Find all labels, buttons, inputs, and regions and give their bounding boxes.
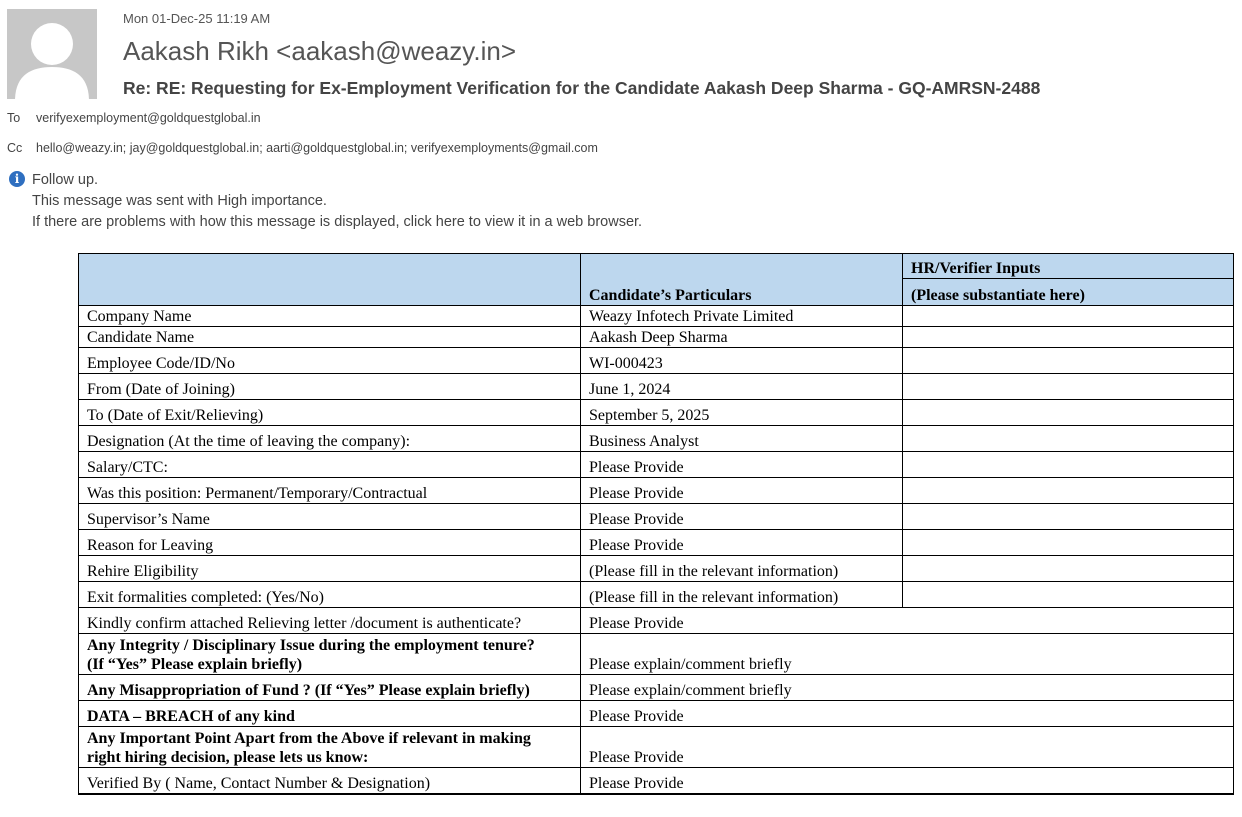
table-row [79, 327, 1234, 348]
to-recipients[interactable]: verifyexemployment@goldquestglobal.in [36, 111, 261, 125]
table-row [79, 530, 1234, 556]
row-value: (Please fill in the relevant information) [581, 582, 903, 608]
row-hr-input[interactable] [903, 452, 1234, 478]
row-value: September 5, 2025 [581, 400, 903, 426]
table-header-row [79, 254, 1234, 279]
row-value: Please Provide [581, 608, 1234, 634]
row-label: Exit formalities completed: (Yes/No) [79, 582, 581, 608]
to-row [7, 111, 261, 125]
row-label: Candidate Name [79, 327, 581, 348]
table-row [79, 348, 1234, 374]
row-label: Salary/CTC: [79, 452, 581, 478]
email-subject: Re: RE: Requesting for Ex-Employment Verification for the Candidate Aakash Deep Sharma - GQ-AMRSN-2488 [123, 78, 1041, 98]
row-label: Employee Code/ID/No [79, 348, 581, 374]
table-row [79, 701, 1234, 727]
row-label: DATA – BREACH of any kind [79, 701, 581, 727]
table-row [79, 634, 1234, 675]
row-label: Any Misappropriation of Fund ? (If “Yes” Please explain briefly) [79, 675, 581, 701]
row-label: To (Date of Exit/Relieving) [79, 400, 581, 426]
row-value: Please explain/comment briefly [581, 675, 1234, 701]
row-label: Rehire Eligibility [79, 556, 581, 582]
row-value: Aakash Deep Sharma [581, 327, 903, 348]
row-hr-input[interactable] [903, 530, 1234, 556]
table-row [79, 478, 1234, 504]
info-icon: i [9, 171, 25, 187]
row-value: Please Provide [581, 478, 903, 504]
sender-avatar [7, 9, 97, 99]
row-hr-input[interactable] [903, 400, 1234, 426]
table-row [79, 452, 1234, 478]
table-row [79, 504, 1234, 530]
row-hr-input[interactable] [903, 374, 1234, 400]
header-hr-substantiate: (Please substantiate here) [903, 279, 1234, 306]
table-row [79, 727, 1234, 768]
cc-row [7, 141, 598, 155]
row-value: WI-000423 [581, 348, 903, 374]
row-value: Please Provide [581, 701, 1234, 727]
row-label-line: (If “Yes” Please explain briefly) [87, 656, 303, 673]
row-value: Please Provide [581, 768, 1234, 795]
row-label [79, 727, 581, 768]
row-label: Kindly confirm attached Relieving letter /document is authenticate? [79, 608, 581, 634]
row-label: Reason for Leaving [79, 530, 581, 556]
row-value: (Please fill in the relevant information) [581, 556, 903, 582]
row-hr-input[interactable] [903, 348, 1234, 374]
email-sender[interactable]: Aakash Rikh <aakash@weazy.in> [123, 36, 517, 66]
row-label: Supervisor’s Name [79, 504, 581, 530]
row-hr-input[interactable] [903, 426, 1234, 452]
row-value: Please Provide [581, 530, 903, 556]
row-value: Please Provide [581, 504, 903, 530]
info-bar [9, 170, 642, 233]
row-label: Company Name [79, 306, 581, 327]
row-label: Verified By ( Name, Contact Number & Designation) [79, 768, 581, 795]
header-particulars: Candidate’s Particulars [581, 254, 903, 306]
table-row [79, 306, 1234, 327]
table-row [79, 675, 1234, 701]
row-hr-input[interactable] [903, 582, 1234, 608]
row-hr-input[interactable] [903, 504, 1234, 530]
table-row [79, 556, 1234, 582]
row-hr-input[interactable] [903, 556, 1234, 582]
info-view-in-browser[interactable]: If there are problems with how this message is displayed, click here to view it in a web browser. [32, 214, 643, 230]
row-value: June 1, 2024 [581, 374, 903, 400]
row-label-line: Any Integrity / Disciplinary Issue during the employment tenure? [87, 637, 535, 654]
row-label: From (Date of Joining) [79, 374, 581, 400]
table-row [79, 374, 1234, 400]
row-label [79, 634, 581, 675]
info-importance: This message was sent with High importance. [32, 193, 327, 209]
row-label: Designation (At the time of leaving the company): [79, 426, 581, 452]
row-label-line: right hiring decision, please lets us know: [87, 749, 369, 766]
row-label-line: Any Important Point Apart from the Above if relevant in making [87, 730, 531, 747]
table-row [79, 426, 1234, 452]
row-hr-input[interactable] [903, 478, 1234, 504]
table-row [79, 582, 1234, 608]
table-row [79, 608, 1234, 634]
row-hr-input[interactable] [903, 306, 1234, 327]
cc-recipients[interactable]: hello@weazy.in; jay@goldquestglobal.in; aarti@goldquestglobal.in; verifyexemployments@gmail.com [36, 141, 598, 155]
info-follow-up: Follow up. [32, 172, 99, 188]
row-value: Please explain/comment briefly [581, 634, 1234, 675]
row-value: Weazy Infotech Private Limited [581, 306, 903, 327]
verification-table [78, 253, 1234, 795]
table-row [79, 768, 1234, 795]
row-label: Was this position: Permanent/Temporary/Contractual [79, 478, 581, 504]
to-label: To [7, 111, 21, 125]
header-hr-inputs: HR/Verifier Inputs [903, 254, 1234, 279]
table-row [79, 400, 1234, 426]
row-value: Business Analyst [581, 426, 903, 452]
cc-label: Cc [7, 141, 23, 155]
row-value: Please Provide [581, 727, 1234, 768]
row-value: Please Provide [581, 452, 903, 478]
person-silhouette-icon [7, 9, 97, 99]
header-blank-cell [79, 254, 581, 306]
email-date: Mon 01-Dec-25 11:19 AM [123, 11, 271, 26]
row-hr-input[interactable] [903, 327, 1234, 348]
